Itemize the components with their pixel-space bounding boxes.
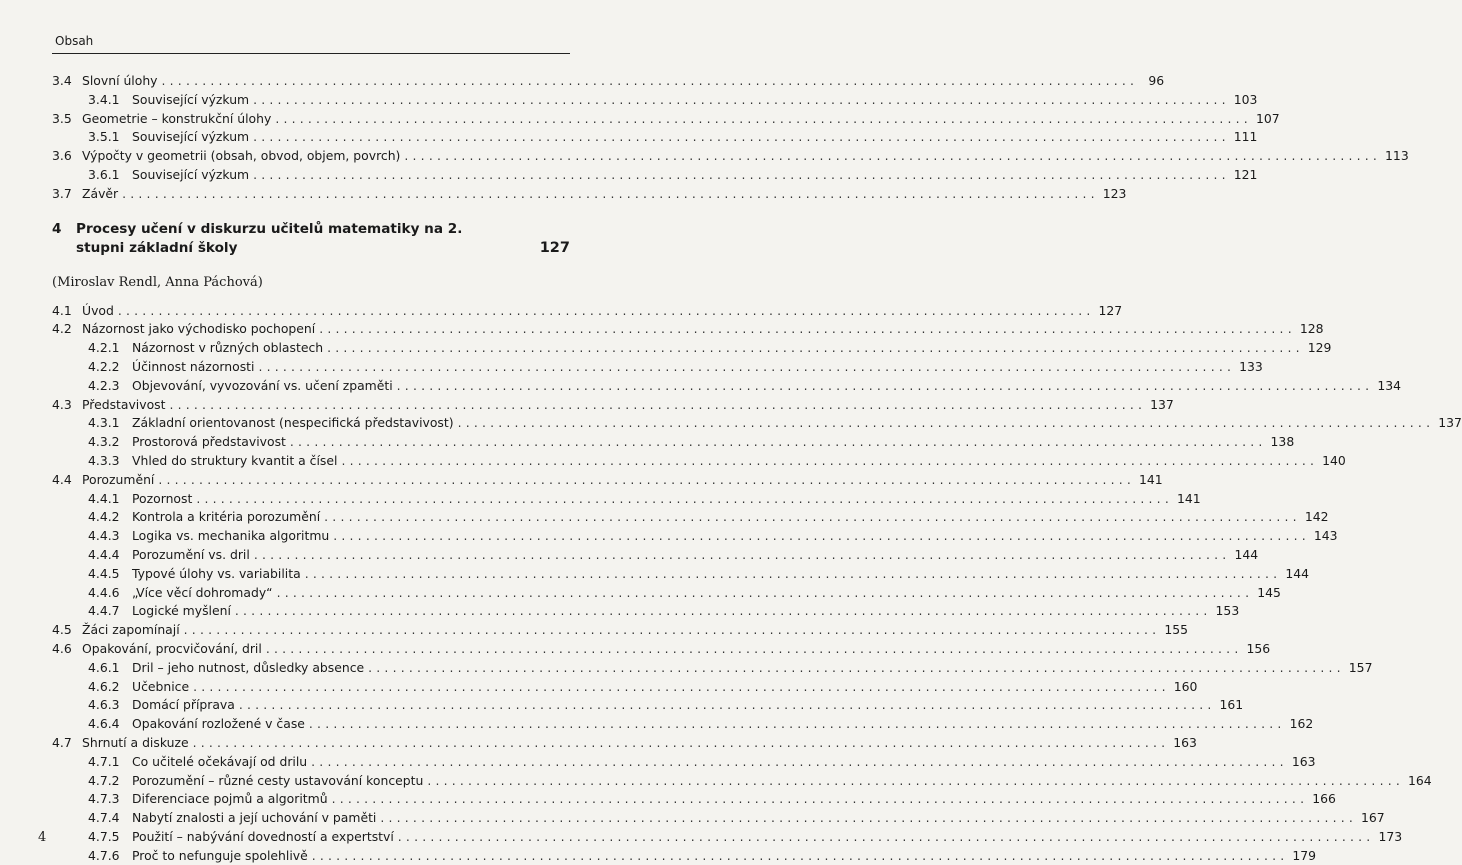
toc-entry-number: 4.5	[52, 622, 72, 638]
dot-leader: ........................................................................................................................	[265, 640, 1243, 656]
toc-entry-number: 4.7.2	[88, 772, 120, 788]
toc-entry-title: Závěr	[82, 185, 119, 201]
toc-entry-page: 142	[1304, 509, 1329, 525]
toc-entry[interactable]	[52, 471, 1163, 490]
toc-entry-title: Logické myšlení	[132, 603, 231, 619]
dot-leader: ........................................................................................................................	[122, 185, 1099, 201]
dot-leader: ........................................................................................................................	[234, 603, 1212, 619]
toc-entry-title: Porozumění – různé cesty ustavování konceptu	[132, 772, 424, 788]
toc-entry-number: 4.6.2	[88, 678, 120, 694]
toc-entry-page: 143	[1313, 528, 1338, 544]
toc-entry-number: 4.7	[52, 734, 72, 750]
toc-entry-number: 3.6	[52, 148, 72, 164]
toc-entry[interactable]	[52, 584, 1281, 603]
toc-entry-number: 4.6.4	[88, 716, 120, 732]
dot-leader: ........................................................................................................................	[327, 340, 1304, 356]
toc-entry[interactable]	[52, 621, 1188, 640]
toc-entry[interactable]	[52, 565, 1309, 584]
dot-leader: ........................................................................................................................	[311, 753, 1288, 769]
dot-leader: ........................................................................................................................	[341, 452, 1319, 468]
toc-entry[interactable]	[52, 396, 1174, 415]
toc-entry-title: Vhled do struktury kvantit a čísel	[132, 452, 338, 468]
toc-entry[interactable]	[52, 358, 1263, 377]
toc-entry-number: 3.5	[52, 110, 72, 126]
toc-entry-title: Opakování rozložené v čase	[132, 716, 305, 732]
toc-entry-title: Domácí příprava	[132, 697, 235, 713]
toc-entry[interactable]	[52, 753, 1316, 772]
toc-entry-number: 4.2.2	[88, 358, 120, 374]
toc-entry-number: 4.3.1	[88, 415, 120, 431]
toc-entry-title: Kontrola a kritéria porozumění	[132, 509, 321, 525]
toc-entry-page: 111	[1233, 129, 1258, 145]
toc-entry-number: 3.6.1	[88, 166, 120, 182]
toc-entry[interactable]	[52, 678, 1198, 697]
page-number: 4	[38, 830, 47, 845]
toc-entry-page: 166	[1312, 791, 1336, 807]
dot-leader: ........................................................................................................................	[253, 546, 1231, 562]
toc-entry[interactable]	[52, 772, 1432, 791]
toc-entry-page: 129	[1307, 340, 1332, 356]
toc-entry-page: 163	[1291, 753, 1316, 769]
dot-leader: ........................................................................................................................	[331, 791, 1309, 807]
toc-entry-page: 144	[1234, 546, 1259, 562]
dot-leader: ........................................................................................................................	[196, 490, 1173, 506]
toc-entry[interactable]	[52, 508, 1329, 527]
toc-entry-page: 121	[1233, 166, 1258, 182]
toc-entry-page: 155	[1164, 622, 1188, 638]
toc-entry[interactable]	[52, 659, 1373, 678]
toc-entry-number: 4.1	[52, 302, 72, 318]
toc-entry-page: 123	[1102, 185, 1127, 201]
toc-entry[interactable]	[52, 147, 1409, 166]
toc-entry[interactable]	[52, 809, 1385, 828]
toc-entry[interactable]	[52, 715, 1314, 734]
toc-entry-page: 162	[1289, 716, 1314, 732]
chapter-number: 4	[52, 220, 62, 237]
toc-entry-page: 161	[1219, 697, 1244, 713]
toc-entry-number: 4.2.3	[88, 377, 120, 393]
toc-entry-page: 134	[1377, 377, 1401, 393]
toc-entry-number: 4.7.6	[88, 847, 120, 863]
toc-entry-title: Související výzkum	[132, 129, 250, 145]
toc-entry-page: 179	[1292, 847, 1317, 863]
dot-leader: ........................................................................................................................	[276, 584, 1254, 600]
toc-entry-title: Shrnutí a diskuze	[82, 734, 189, 750]
toc-entry[interactable]	[52, 185, 1127, 204]
dot-leader: ........................................................................................................................	[158, 471, 1135, 487]
toc-entry-page: 163	[1173, 734, 1197, 750]
toc-entry-title: Učebnice	[132, 678, 190, 694]
toc-entry-number: 4.4.5	[88, 565, 120, 581]
toc-entry-number: 4.6	[52, 640, 72, 656]
dot-leader: ........................................................................................................................	[368, 659, 1345, 675]
toc-entry-number: 4.4.6	[88, 584, 120, 600]
toc-entry[interactable]	[52, 490, 1201, 509]
toc-entry-page: 153	[1215, 603, 1240, 619]
toc-entry-number: 4.7.3	[88, 791, 120, 807]
toc-entry-number: 4.7.5	[88, 828, 120, 844]
toc-entry[interactable]	[52, 128, 1258, 147]
dot-leader: ........................................................................................................................	[238, 697, 1216, 713]
toc-entry-number: 4.7.1	[88, 753, 120, 769]
chapter-heading	[52, 220, 570, 274]
dot-leader: ........................................................................................................................	[333, 528, 1310, 544]
dot-leader: ........................................................................................................................	[253, 91, 1230, 107]
toc-entry-number: 3.4	[52, 73, 72, 88]
toc-entry[interactable]	[52, 734, 1197, 753]
toc-entry-number: 4.3	[52, 396, 72, 412]
toc-entry-number: 4.4.1	[88, 490, 120, 506]
dot-leader: ........................................................................................................................	[380, 810, 1358, 826]
toc-entry[interactable]	[52, 320, 1324, 339]
dot-leader: ........................................................................................................................	[161, 73, 1139, 88]
toc-entry-number: 4.4.3	[88, 528, 120, 544]
toc-entry-title: Názornost jako východisko pochopení	[82, 321, 316, 337]
toc-entry-page: 96	[1148, 73, 1165, 88]
toc-entry[interactable]	[52, 790, 1336, 809]
toc-entry[interactable]	[52, 640, 1271, 659]
toc-entry[interactable]	[52, 166, 1258, 185]
toc-entry[interactable]	[52, 339, 1332, 358]
toc-entry-title: Základní orientovanost (nespecifická představivost)	[132, 415, 454, 431]
toc-entry-title: Účinnost názornosti	[132, 358, 255, 374]
toc-entry-page: 128	[1299, 321, 1324, 337]
chapter-page: 127	[539, 239, 570, 256]
toc-entry-number: 4.2.1	[88, 340, 120, 356]
toc-entry-page: 127	[1098, 302, 1123, 318]
dot-leader: ........................................................................................................................	[183, 622, 1161, 638]
toc-entry-title: Související výzkum	[132, 166, 250, 182]
toc-entry-number: 4.2	[52, 321, 72, 337]
toc-entry[interactable]	[52, 72, 1165, 91]
dot-leader: ........................................................................................................................	[404, 148, 1382, 164]
chapter-title: Procesy učení v diskurzu učitelů matematiky na 2. stupni základní školy	[76, 220, 463, 256]
chapter-authors: (Miroslav Rendl, Anna Páchová)	[52, 274, 263, 290]
toc-entry[interactable]	[52, 602, 1240, 621]
toc-entry[interactable]	[52, 414, 1462, 433]
dot-leader: ........................................................................................................................	[275, 110, 1252, 126]
toc-entry-page: 160	[1173, 678, 1198, 694]
toc-entry-page: 157	[1348, 659, 1373, 675]
toc-entry-number: 4.4.2	[88, 509, 120, 525]
dot-leader: ........................................................................................................................	[396, 377, 1374, 393]
toc-entry-title: Porozumění	[82, 471, 155, 487]
dot-leader: ........................................................................................................................	[193, 678, 1170, 694]
toc-entry-page: 144	[1285, 565, 1309, 581]
dot-leader: ........................................................................................................................	[169, 396, 1147, 412]
toc-entry-title: Použití – nabývání dovedností a expertství	[132, 828, 394, 844]
dot-leader: ........................................................................................................................	[308, 716, 1286, 732]
toc-entry-number: 4.4.7	[88, 603, 120, 619]
toc-entry-title: Typové úlohy vs. variabilita	[132, 565, 301, 581]
toc-entry-page: 156	[1246, 640, 1271, 656]
dot-leader: ........................................................................................................................	[258, 358, 1236, 374]
header-rule	[52, 53, 570, 54]
toc-entry-page: 167	[1361, 810, 1385, 826]
toc-entry-page: 164	[1407, 772, 1432, 788]
toc-entry-number: 4.6.1	[88, 659, 120, 675]
toc-entry-title: Logika vs. mechanika algoritmu	[132, 528, 330, 544]
toc-entry-title: Úvod	[82, 302, 114, 318]
toc-entry[interactable]	[52, 433, 1295, 452]
toc-entry-title: Diferenciace pojmů a algoritmů	[132, 791, 328, 807]
dot-leader: ........................................................................................................................	[427, 772, 1404, 788]
toc-entry-page: 133	[1239, 358, 1263, 374]
toc-entry-title: „Více věcí dohromady“	[132, 584, 273, 600]
dot-leader: ........................................................................................................................	[289, 434, 1267, 450]
dot-leader: ........................................................................................................................	[253, 166, 1230, 182]
toc-entry-page: 145	[1257, 584, 1281, 600]
toc-entry-title: Nabytí znalosti a její uchování v paměti	[132, 810, 377, 826]
section-4-entries	[52, 302, 1462, 865]
toc-entry-title: Porozumění vs. dril	[132, 546, 250, 562]
dot-leader: ........................................................................................................................	[397, 828, 1375, 844]
toc-entry-page: 107	[1255, 110, 1280, 126]
dot-leader: ........................................................................................................................	[304, 565, 1282, 581]
toc-entry[interactable]	[52, 696, 1244, 715]
toc-entry-number: 4.6.3	[88, 697, 120, 713]
dot-leader: ........................................................................................................................	[457, 415, 1435, 431]
toc-entry-title: Opakování, procvičování, dril	[82, 640, 262, 656]
toc-entry-number: 4.7.4	[88, 810, 120, 826]
toc-entry-number: 4.3.3	[88, 452, 120, 468]
running-header: Obsah	[55, 34, 94, 48]
toc-entry[interactable]	[52, 546, 1259, 565]
toc-entry-page: 137	[1438, 415, 1462, 431]
toc-entry-page: 173	[1378, 828, 1403, 844]
toc-entry-title: Geometrie – konstrukční úlohy	[82, 110, 272, 126]
toc-entry-page: 137	[1150, 396, 1174, 412]
toc-entry-title: Související výzkum	[132, 91, 250, 107]
toc-entry-page: 140	[1322, 452, 1346, 468]
dot-leader: ........................................................................................................................	[117, 302, 1095, 318]
toc-entry-title: Představivost	[82, 396, 166, 412]
toc-entry-title: Proč to nefunguje spolehlivě	[132, 847, 308, 863]
dot-leader: ........................................................................................................................	[192, 734, 1170, 750]
toc-entry-number: 4.3.2	[88, 434, 120, 450]
toc-entry-page: 138	[1270, 434, 1295, 450]
toc-entry-title: Co učitelé očekávají od drilu	[132, 753, 308, 769]
toc-entry[interactable]	[52, 828, 1403, 847]
dot-leader: ........................................................................................................................	[253, 129, 1230, 145]
toc-entry-title: Výpočty v geometrii (obsah, obvod, objem, povrch)	[82, 148, 401, 164]
toc-entry-page: 103	[1233, 91, 1258, 107]
table-of-contents	[52, 72, 1462, 865]
toc-entry-number: 4.4	[52, 471, 72, 487]
toc-entry-title: Slovní úlohy	[82, 73, 158, 88]
toc-entry[interactable]	[52, 91, 1258, 110]
dot-leader: ........................................................................................................................	[311, 847, 1289, 863]
toc-entry[interactable]	[52, 110, 1280, 129]
toc-entry-number: 4.4.4	[88, 546, 120, 562]
toc-entry[interactable]	[52, 527, 1338, 546]
dot-leader: ........................................................................................................................	[319, 321, 1296, 337]
toc-entry-number: 3.7	[52, 185, 72, 201]
toc-entry-page: 113	[1385, 148, 1409, 164]
toc-entry-title: Prostorová představivost	[132, 434, 286, 450]
toc-entry[interactable]	[52, 847, 1317, 865]
section-3-entries	[52, 72, 1409, 204]
toc-entry[interactable]	[52, 302, 1123, 321]
toc-entry-page: 141	[1176, 490, 1201, 506]
toc-entry-title: Objevování, vyvozování vs. učení zpaměti	[132, 377, 393, 393]
toc-entry-title: Žáci zapomínají	[82, 622, 180, 638]
dot-leader: ........................................................................................................................	[324, 509, 1301, 525]
toc-entry[interactable]	[52, 452, 1346, 471]
toc-entry-title: Dril – jeho nutnost, důsledky absence	[132, 659, 365, 675]
toc-entry-page: 141	[1139, 471, 1163, 487]
toc-entry-title: Pozornost	[132, 490, 193, 506]
toc-entry[interactable]	[52, 377, 1401, 396]
toc-entry-number: 3.5.1	[88, 129, 120, 145]
toc-entry-title: Názornost v různých oblastech	[132, 340, 324, 356]
toc-entry-number: 3.4.1	[88, 91, 120, 107]
